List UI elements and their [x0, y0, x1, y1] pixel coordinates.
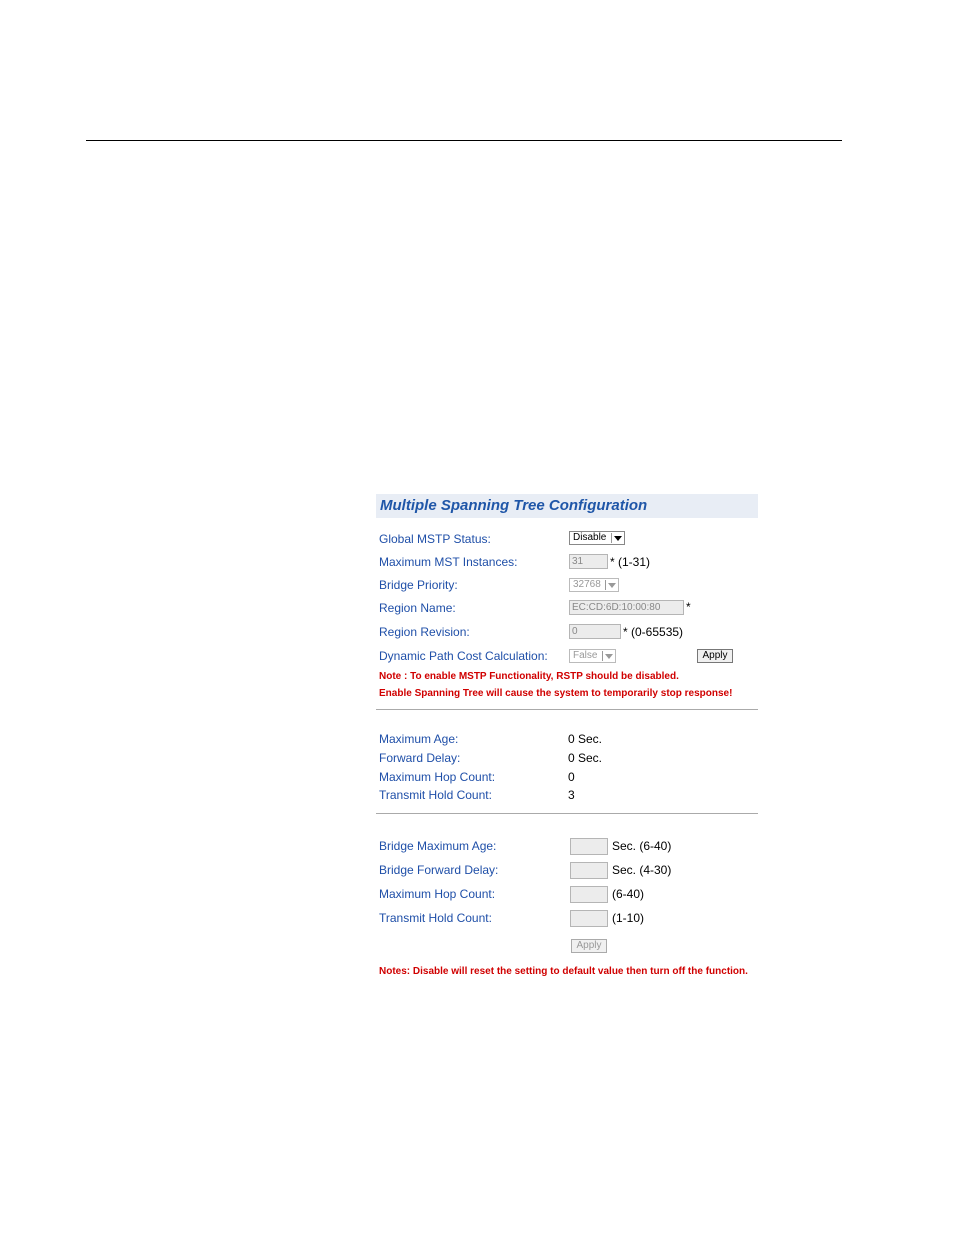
- status-max-age-label: Maximum Age:: [379, 732, 459, 746]
- bridge-priority-value: 32768: [573, 579, 601, 590]
- region-revision-hint: * (0-65535): [623, 625, 684, 639]
- mstp-rstp-note: Note : To enable MSTP Functionality, RSTP should be disabled.: [379, 671, 679, 682]
- global-mstp-status-label: Global MSTP Status:: [379, 532, 491, 546]
- section-divider: [376, 813, 758, 814]
- global-mstp-status-value: Disable: [573, 532, 607, 543]
- region-revision-label: Region Revision:: [379, 625, 470, 639]
- status-forward-delay-value: 0 Sec.: [568, 751, 603, 765]
- bridge-max-age-label: Bridge Maximum Age:: [379, 839, 497, 853]
- bridge-max-age-input[interactable]: [570, 838, 608, 855]
- bridge-tx-hold-hint: (1-10): [612, 911, 645, 925]
- spanning-tree-warning: Enable Spanning Tree will cause the system to temporarily stop response!: [379, 688, 733, 699]
- dynamic-path-cost-value: False: [573, 650, 598, 661]
- bridge-max-hop-label: Maximum Hop Count:: [379, 887, 496, 901]
- bridge-tx-hold-label: Transmit Hold Count:: [379, 911, 492, 925]
- bridge-forward-delay-hint: Sec. (4-30): [612, 863, 672, 877]
- global-mstp-status-select[interactable]: [569, 531, 625, 545]
- region-name-label: Region Name:: [379, 601, 456, 615]
- region-revision-input[interactable]: 0: [569, 624, 621, 639]
- panel-title: Multiple Spanning Tree Configuration: [376, 494, 758, 518]
- status-tx-hold-label: Transmit Hold Count:: [379, 788, 492, 802]
- bridge-max-hop-hint: (6-40): [612, 887, 645, 901]
- bridge-max-age-hint: Sec. (6-40): [612, 839, 672, 853]
- bridge-priority-label: Bridge Priority:: [379, 578, 458, 592]
- disable-reset-note: Notes: Disable will reset the setting to default value then turn off the function.: [379, 966, 748, 977]
- bridge-max-hop-input[interactable]: [570, 886, 608, 903]
- dynamic-path-cost-label: Dynamic Path Cost Calculation:: [379, 649, 548, 663]
- max-mst-instances-hint: * (1-31): [610, 555, 651, 569]
- dynamic-path-cost-select[interactable]: [569, 649, 616, 663]
- chevron-down-icon: [602, 651, 614, 661]
- bridge-forward-delay-label: Bridge Forward Delay:: [379, 863, 499, 877]
- chevron-down-icon: [605, 580, 617, 590]
- status-max-hop-label: Maximum Hop Count:: [379, 770, 496, 784]
- status-max-hop-value: 0: [568, 770, 575, 784]
- bridge-priority-select[interactable]: [569, 578, 619, 592]
- status-max-age-value: 0 Sec.: [568, 732, 603, 746]
- region-name-input[interactable]: EC:CD:6D:10:00:80: [569, 600, 684, 615]
- max-mst-instances-input[interactable]: 31: [569, 554, 608, 569]
- status-forward-delay-label: Forward Delay:: [379, 751, 461, 765]
- mstp-config-panel: [376, 494, 758, 994]
- region-name-hint: *: [686, 600, 691, 614]
- status-tx-hold-value: 3: [568, 788, 575, 802]
- apply-bridge-button[interactable]: Apply: [571, 939, 607, 953]
- apply-config-button[interactable]: Apply: [697, 649, 733, 663]
- bridge-forward-delay-input[interactable]: [570, 862, 608, 879]
- max-mst-instances-label: Maximum MST Instances:: [379, 555, 518, 569]
- chevron-down-icon: [611, 533, 623, 543]
- section-divider: [376, 709, 758, 710]
- page-top-rule: [86, 140, 842, 141]
- bridge-tx-hold-input[interactable]: [570, 910, 608, 927]
